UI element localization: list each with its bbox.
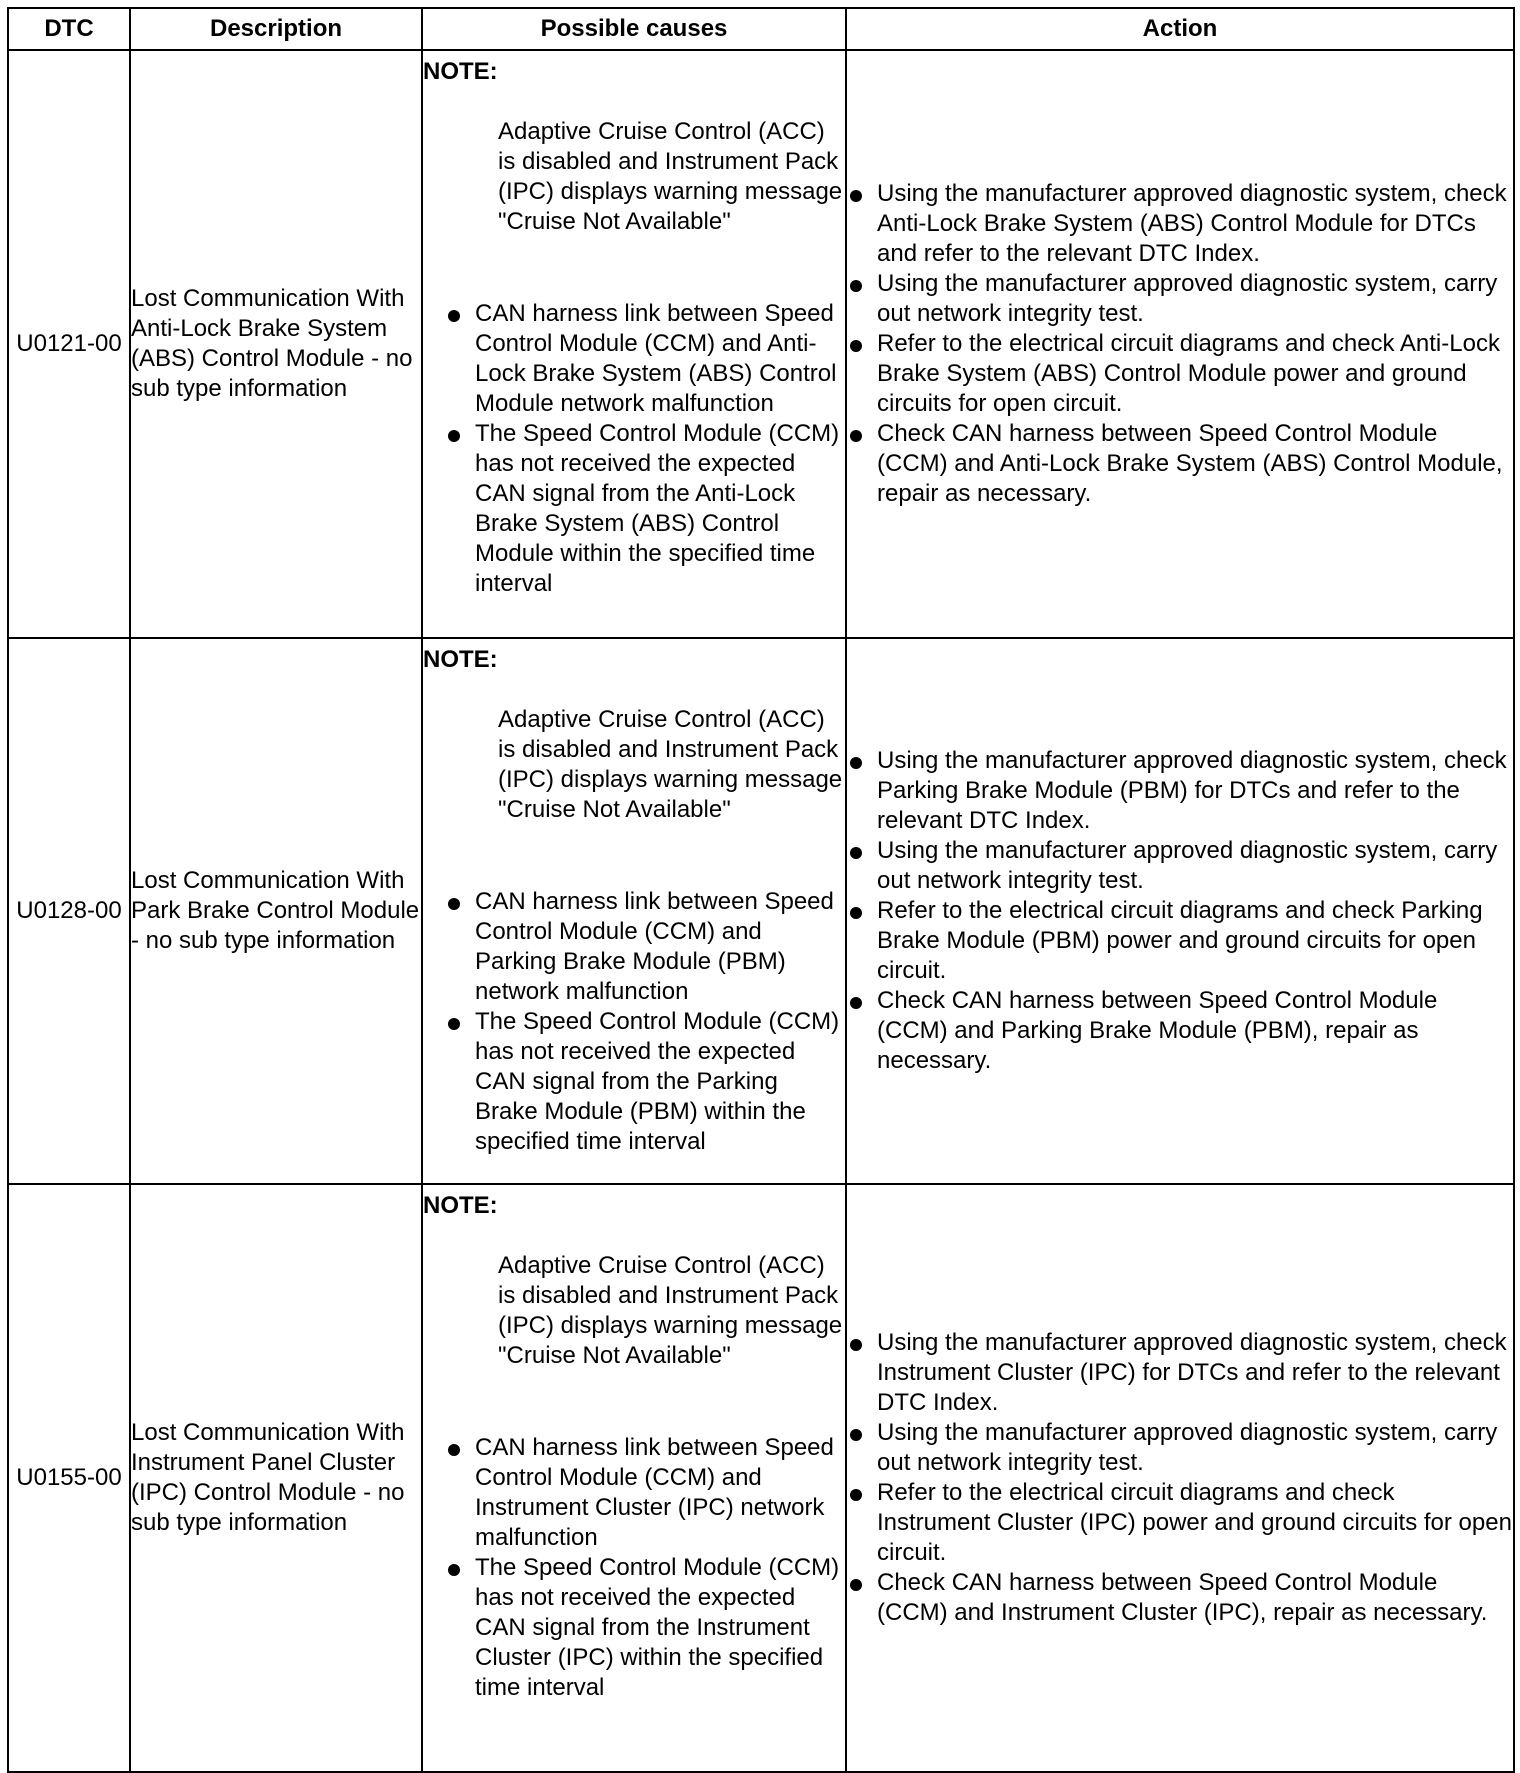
action-item: Check CAN harness between Speed Control Module (CCM) and Instrument Cluster (IPC), repair as necessary. xyxy=(847,1568,1513,1628)
action-item: Using the manufacturer approved diagnostic system, carry out network integrity test. xyxy=(847,269,1513,329)
header-possible-causes: Possible causes xyxy=(422,8,846,50)
action-cell xyxy=(846,50,1514,638)
header-row xyxy=(8,8,1514,50)
cause-item: The Speed Control Module (CCM) has not received the expected CAN signal from the Parking Brake Module (PBM) within the specified time interval xyxy=(445,1007,845,1157)
cause-item: CAN harness link between Speed Control Module (CCM) and Parking Brake Module (PBM) network malfunction xyxy=(445,887,845,1007)
dtc-description: Lost Communication With Instrument Panel Cluster (IPC) Control Module - no sub type information xyxy=(130,1184,422,1772)
action-item: Using the manufacturer approved diagnostic system, check Anti-Lock Brake System (ABS) Control Module for DTCs and refer to the relevant DTC Index. xyxy=(847,179,1513,269)
action-item: Using the manufacturer approved diagnostic system, check Instrument Cluster (IPC) for DTCs and refer to the relevant DTC Index. xyxy=(847,1328,1513,1418)
note-label: NOTE: xyxy=(423,58,498,85)
action-item: Using the manufacturer approved diagnostic system, carry out network integrity test. xyxy=(847,1418,1513,1478)
note-text: Adaptive Cruise Control (ACC) is disabled and Instrument Pack (IPC) displays warning message "Cruise Not Available" xyxy=(498,706,843,823)
cause-list xyxy=(423,299,845,599)
action-item: Check CAN harness between Speed Control Module (CCM) and Parking Brake Module (PBM), repair as necessary. xyxy=(847,986,1513,1076)
cause-item: The Speed Control Module (CCM) has not received the expected CAN signal from the Anti-Lock Brake System (ABS) Control Module within the specified time interval xyxy=(445,419,845,599)
note-text: Adaptive Cruise Control (ACC) is disabled and Instrument Pack (IPC) displays warning message "Cruise Not Available" xyxy=(498,118,843,235)
cause-item: CAN harness link between Speed Control Module (CCM) and Instrument Cluster (IPC) network malfunction xyxy=(445,1433,845,1553)
cause-list xyxy=(423,1433,845,1703)
action-item: Check CAN harness between Speed Control Module (CCM) and Anti-Lock Brake System (ABS) Control Module, repair as necessary. xyxy=(847,419,1513,509)
dtc-code: U0128-00 xyxy=(8,638,130,1184)
cause-item: The Speed Control Module (CCM) has not received the expected CAN signal from the Instrument Cluster (IPC) within the specified time interval xyxy=(445,1553,845,1703)
possible-causes-cell xyxy=(422,50,846,638)
table-row xyxy=(8,1184,1514,1772)
cause-list xyxy=(423,887,845,1157)
dtc-code: U0155-00 xyxy=(8,1184,130,1772)
note-text: Adaptive Cruise Control (ACC) is disabled and Instrument Pack (IPC) displays warning message "Cruise Not Available" xyxy=(498,1252,843,1369)
table-row xyxy=(8,638,1514,1184)
table-row xyxy=(8,50,1514,638)
possible-causes-cell xyxy=(422,1184,846,1772)
dtc-table xyxy=(7,7,1515,1773)
action-list xyxy=(847,746,1513,1076)
action-list xyxy=(847,179,1513,509)
action-item: Using the manufacturer approved diagnostic system, carry out network integrity test. xyxy=(847,836,1513,896)
action-cell xyxy=(846,638,1514,1184)
action-list xyxy=(847,1328,1513,1628)
dtc-description: Lost Communication With Anti-Lock Brake System (ABS) Control Module - no sub type information xyxy=(130,50,422,638)
possible-causes-cell xyxy=(422,638,846,1184)
header-dtc: DTC xyxy=(8,8,130,50)
action-item: Refer to the electrical circuit diagrams and check Anti-Lock Brake System (ABS) Control Module power and ground circuits for open circuit. xyxy=(847,329,1513,419)
note-label: NOTE: xyxy=(423,1192,498,1219)
action-cell xyxy=(846,1184,1514,1772)
header-description: Description xyxy=(130,8,422,50)
action-item: Refer to the electrical circuit diagrams and check Parking Brake Module (PBM) power and ground circuits for open circuit. xyxy=(847,896,1513,986)
header-action: Action xyxy=(846,8,1514,50)
dtc-code: U0121-00 xyxy=(8,50,130,638)
note-label: NOTE: xyxy=(423,646,498,673)
action-item: Refer to the electrical circuit diagrams and check Instrument Cluster (IPC) power and ground circuits for open circuit. xyxy=(847,1478,1513,1568)
action-item: Using the manufacturer approved diagnostic system, check Parking Brake Module (PBM) for DTCs and refer to the relevant DTC Index. xyxy=(847,746,1513,836)
dtc-description: Lost Communication With Park Brake Control Module - no sub type information xyxy=(130,638,422,1184)
cause-item: CAN harness link between Speed Control Module (CCM) and Anti-Lock Brake System (ABS) Control Module network malfunction xyxy=(445,299,845,419)
